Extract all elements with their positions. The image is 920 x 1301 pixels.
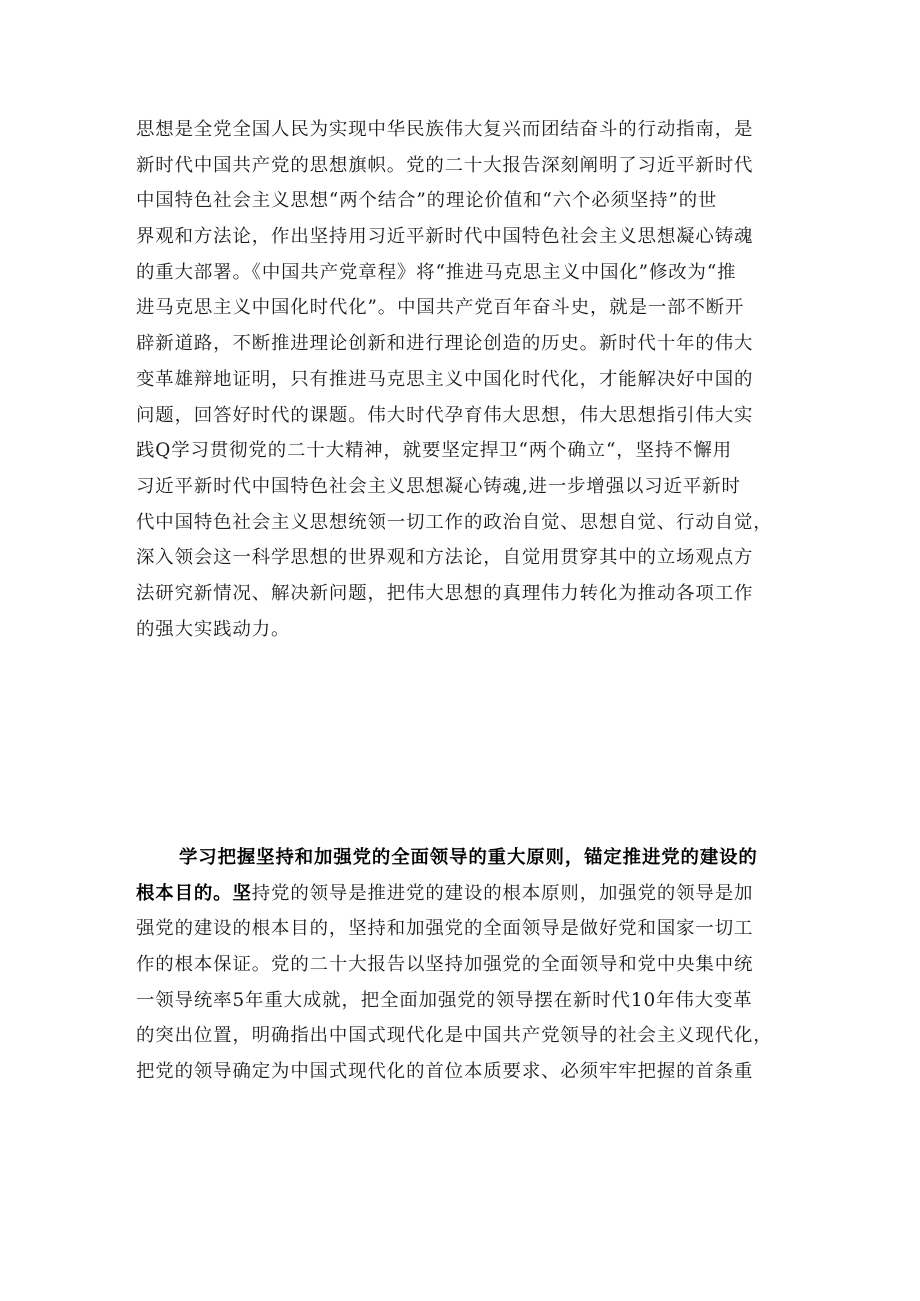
text-line xyxy=(136,876,796,912)
text-line: 把党的领导确定为中国式现代化的首位本质要求、必须牢牢把握的首条重 xyxy=(136,1061,754,1083)
text-line: 中国特色社会主义思想“两个结合”的理论价值和“六个必须坚持”的世 xyxy=(136,190,718,212)
section-heading-end: 根本目的。坚 xyxy=(136,882,252,904)
text-line: 思想是全党全国人民为实现中华民族伟大复兴而团结奋斗的行动指南，是 xyxy=(136,119,754,140)
text-line: 问题，回答好时代的课题。伟大时代孕育伟大思想，伟大思想指引伟大实 xyxy=(136,404,754,426)
text-line: 的强大实践动力。 xyxy=(136,618,291,640)
text-line: 代中国特色社会主义思想统领一切工作的政治自觉、思想自觉、行动自觉， xyxy=(136,511,773,533)
text-line: 法研究新情况、解决新问题，把伟大思想的真理伟力转化为推动各项工作 xyxy=(136,582,754,604)
text-line: 变革雄辩地证明，只有推进马克思主义中国化时代化，才能解决好中国的 xyxy=(136,368,754,390)
body-paragraph-with-heading xyxy=(136,840,796,1090)
text-line: 作的根本保证。党的二十大报告以坚持加强党的全面领导和党中央集中统 xyxy=(136,954,754,976)
text-line: 的突出位置，明确指出中国式现代化是中国共产党领导的社会主义现代化， xyxy=(136,1025,773,1047)
text-line: 一领导统率5年重大成就，把全面加强党的领导摆在新时代10年伟大变革 xyxy=(136,989,753,1011)
text-line: 新时代中国共产党的思想旗帜。党的二十大报告深刻阐明了习近平新时代 xyxy=(136,154,754,176)
text-line: 践Q学习贯彻党的二十大精神，就要坚定捍卫“两个确立“，坚持不懈用 xyxy=(136,440,733,462)
body-paragraph xyxy=(136,112,796,647)
text-run: 持党的领导是推进党的建设的根本原则，加强党的领导是加 xyxy=(251,882,754,904)
section-heading: 学习把握坚持和加强党的全面领导的重大原则，锚定推进党的建设的 xyxy=(179,847,758,868)
text-line: 深入领会这一科学思想的世界观和方法论，自觉用贯穿其中的立场观点方 xyxy=(136,547,754,569)
text-line: 习近平新时代中国特色社会主义思想凝心铸魂,进一步增强以习近平新时 xyxy=(136,475,741,497)
text-line: 强党的建设的根本目的，坚持和加强党的全面领导是做好党和国家一切工 xyxy=(136,918,754,940)
text-line: 的重大部署。《中国共产党章程》将“推进马克思主义中国化”修改为“推 xyxy=(136,261,737,283)
text-line: 界观和方法论，作出坚持用习近平新时代中国特色社会主义思想凝心铸魂 xyxy=(136,226,754,248)
text-line: 进马克思主义中国化时代化”。中国共产党百年奋斗史，就是一部不断开 xyxy=(136,297,745,319)
text-line: 辟新道路，不断推进理论创新和进行理论创造的历史。新时代十年的伟大 xyxy=(136,333,754,355)
